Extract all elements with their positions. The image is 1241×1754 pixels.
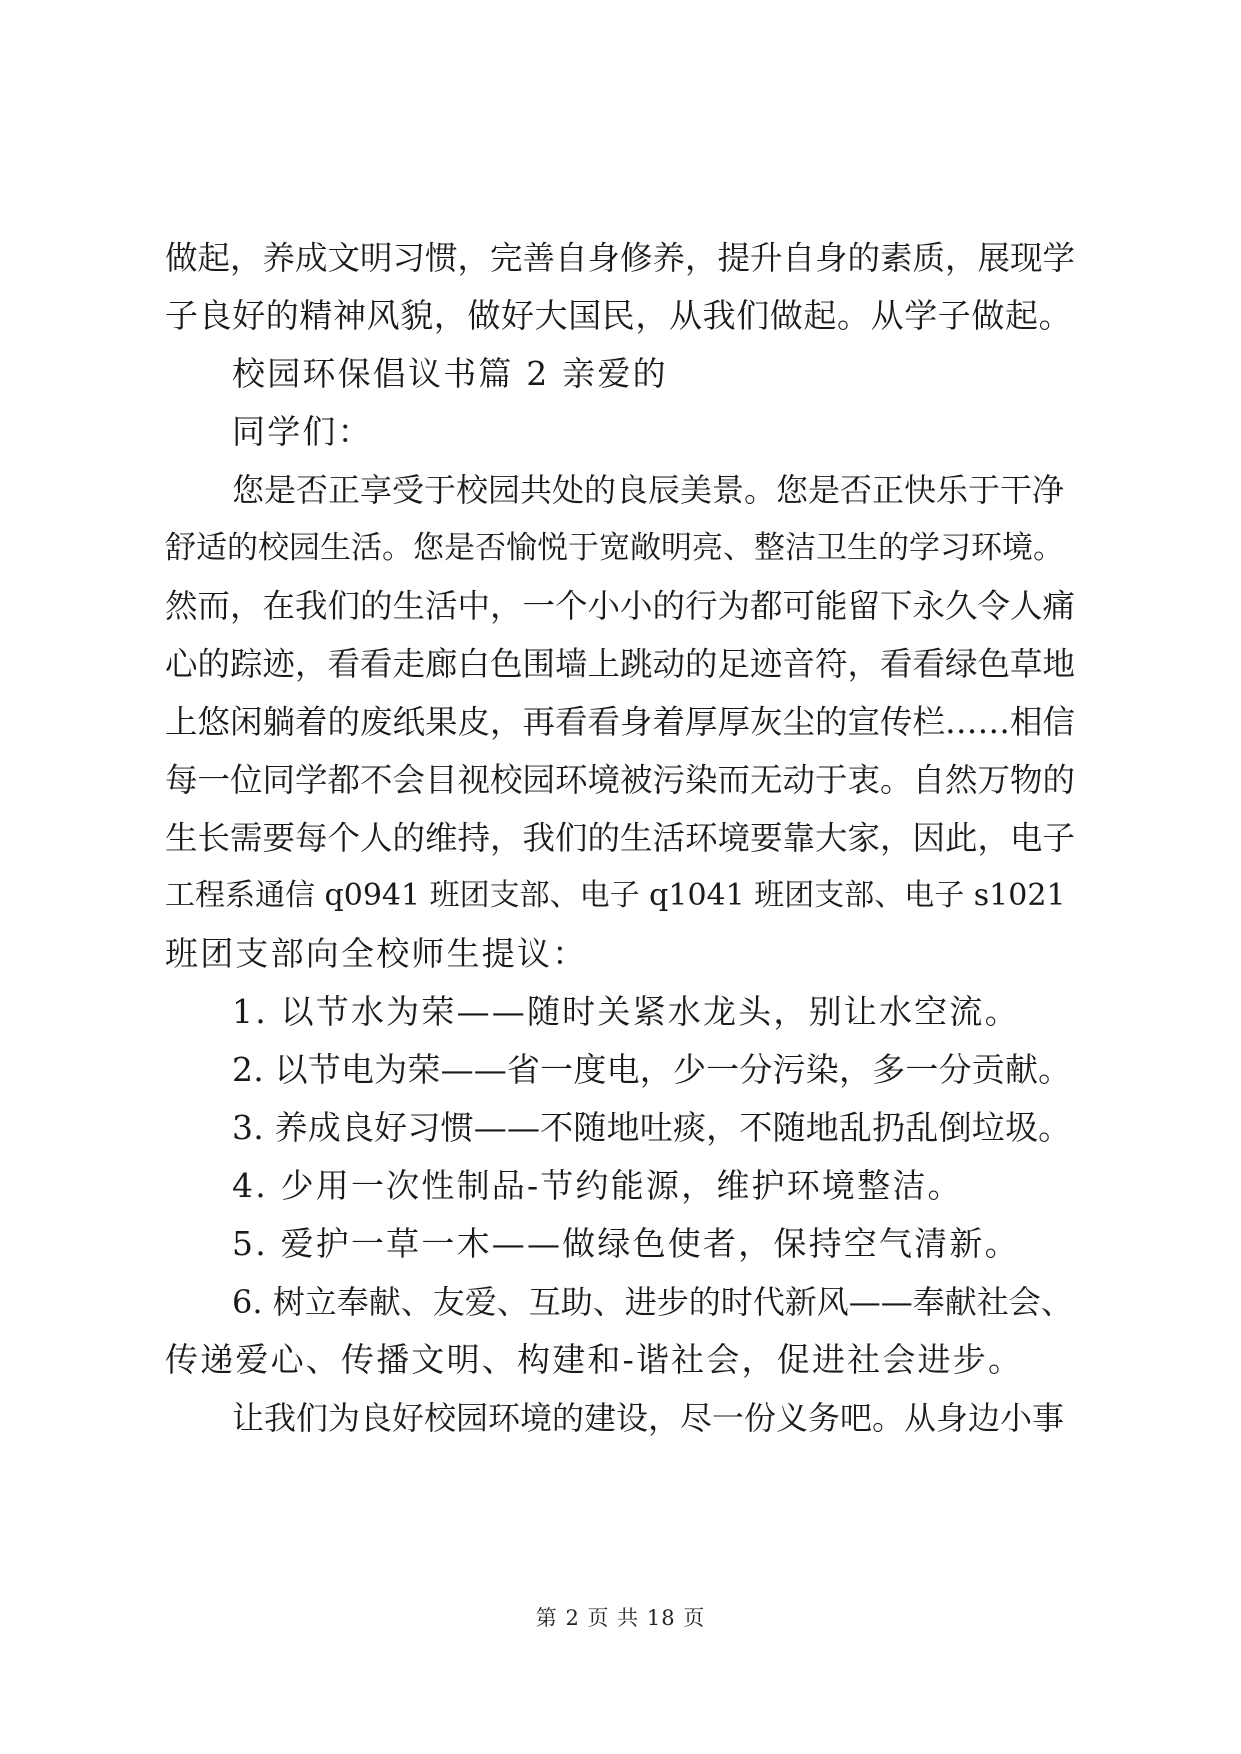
proposal-item-3: 3. 养成良好习惯——不随地吐痰，不随地乱扔乱倒垃圾。 bbox=[232, 1108, 1072, 1147]
body-line-2: 子良好的精神风貌，做好大国民，从我们做起。从学子做起。 bbox=[165, 296, 1073, 335]
proposal-item-6-line-1: 6. 树立奉献、友爱、互助、进步的时代新风——奉献社会、 bbox=[232, 1283, 1073, 1321]
paragraph-line-7: 生长需要每个人的维持，我们的生活环境要靠大家，因此，电子 bbox=[165, 819, 1076, 857]
closing-line: 让我们为良好校园环境的建设，尽一份义务吧。从身边小事 bbox=[232, 1399, 1065, 1437]
paragraph-line-5: 上悠闲躺着的废纸果皮，再看看身着厚厚灰尘的宣传栏……相信 bbox=[165, 703, 1076, 741]
paragraph-line-9: 班团支部向全校师生提议： bbox=[165, 934, 588, 973]
body-line-1: 做起，养成文明习惯，完善自身修养，提升自身的素质，展现学 bbox=[165, 239, 1076, 277]
paragraph-line-1: 您是否正享受于校园共处的良辰美景。您是否正快乐于干净 bbox=[232, 471, 1065, 509]
paragraph-line-3: 然而，在我们的生活中，一个小小的行为都可能留下永久令人痛 bbox=[165, 587, 1076, 625]
page-footer: 第 2 页 共 18 页 bbox=[535, 1606, 706, 1630]
proposal-item-2: 2. 以节电为荣——省一度电，少一分污染，多一分贡献。 bbox=[232, 1050, 1072, 1089]
proposal-item-6-line-2: 传递爱心、传播文明、构建和-谐社会，促进社会进步。 bbox=[165, 1340, 1024, 1379]
salutation: 同学们： bbox=[232, 412, 373, 451]
proposal-item-1: 1. 以节水为荣——随时关紧水龙头，别让水空流。 bbox=[232, 992, 1020, 1031]
paragraph-line-2: 舒适的校园生活。您是否愉悦于宽敞明亮、整洁卫生的学习环境。 bbox=[165, 530, 1064, 566]
section-heading: 校园环保倡议书篇 2 亲爱的 bbox=[232, 354, 668, 393]
proposal-item-5: 5. 爱护一草一木——做绿色使者，保持空气清新。 bbox=[232, 1224, 1020, 1263]
paragraph-line-6: 每一位同学都不会目视校园环境被污染而无动于衷。自然万物的 bbox=[165, 761, 1076, 799]
proposal-item-4: 4. 少用一次性制品-节约能源，维护环境整洁。 bbox=[232, 1166, 963, 1205]
paragraph-line-8: 工程系通信 q0941 班团支部、电子 q1041 班团支部、电子 s1021 bbox=[165, 878, 1066, 913]
paragraph-line-4: 心的踪迹，看看走廊白色围墙上跳动的足迹音符，看看绿色草地 bbox=[165, 645, 1076, 683]
